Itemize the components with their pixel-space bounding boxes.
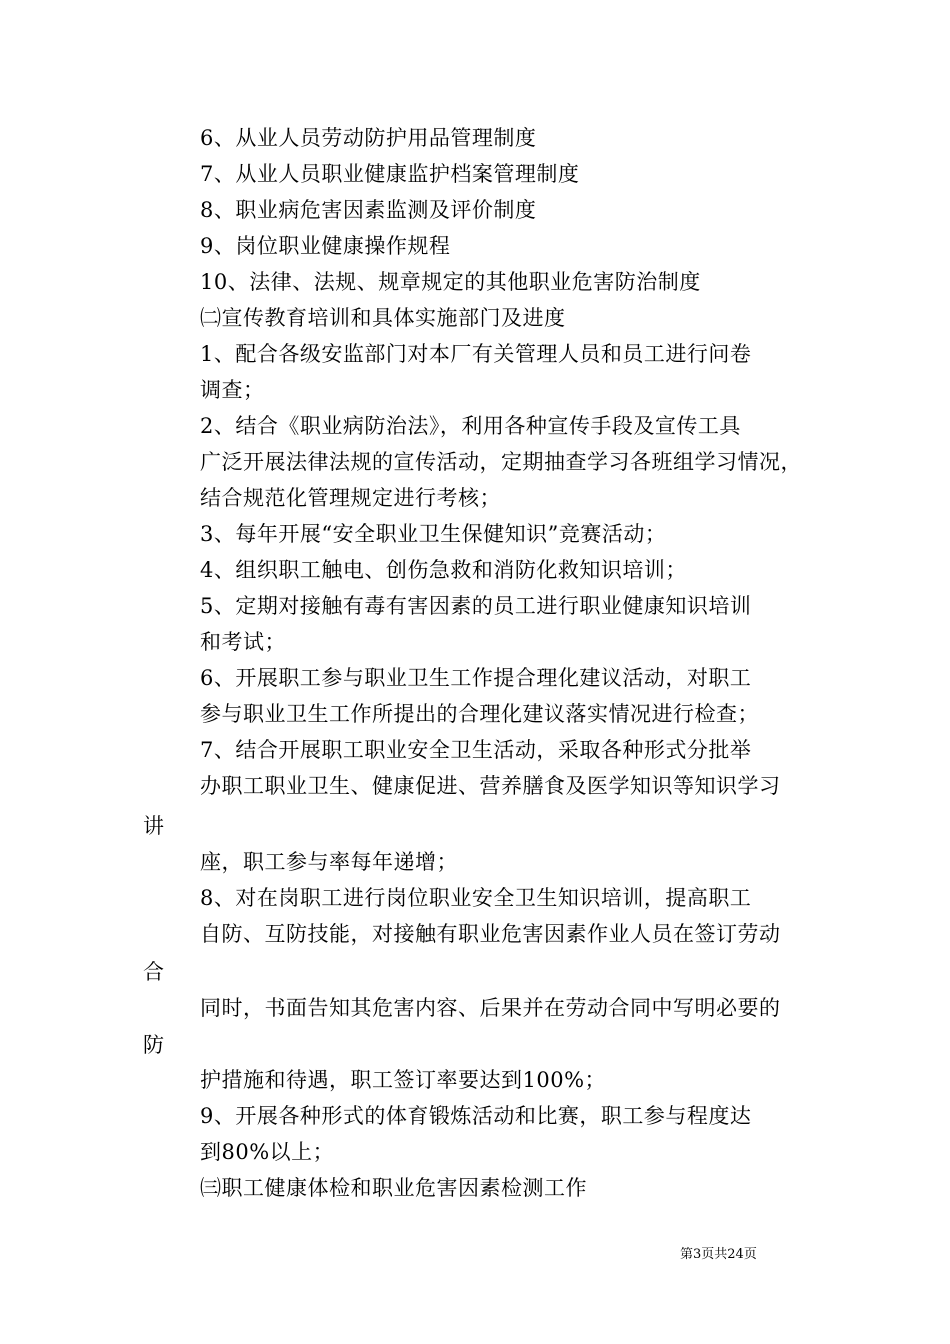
text-line-22: 8、对在岗职工进行岗位职业安全卫生知识培训，提高职工 [200,886,752,910]
section-heading-2: ㈡宣传教育培训和具体实施部门及进度 [200,306,566,330]
text-line-28: 9、开展各种形式的体育锻炼活动和比赛，职工参与程度达 [200,1104,752,1128]
text-line-20: 讲 [143,814,165,838]
text-line-3: 8、职业病危害因素监测及评价制度 [200,198,537,222]
text-line-2: 7、从业人员职业健康监护档案管理制度 [200,162,580,186]
text-line-17: 参与职业卫生工作所提出的合理化建议落实情况进行检查； [200,702,759,726]
text-line-11: 结合规范化管理规定进行考核； [200,486,501,510]
text-line-9: 2、结合《职业病防治法》，利用各种宣传手段及宣传工具 [200,414,741,438]
text-line-27: 护措施和待遇，职工签订率要达到100%； [200,1068,607,1092]
text-line-16: 6、开展职工参与职业卫生工作提合理化建议活动，对职工 [200,666,752,690]
text-line-14: 5、定期对接触有毒有害因素的员工进行职业健康知识培训 [200,594,752,618]
section-heading-3: ㈢职工健康体检和职业危害因素检测工作 [200,1176,587,1200]
text-line-15: 和考试； [200,630,286,654]
text-line-1: 6、从业人员劳动防护用品管理制度 [200,126,537,150]
text-line-24: 合 [143,960,165,984]
text-line-21: 座，职工参与率每年递增； [200,850,458,874]
text-line-26: 防 [143,1033,165,1057]
text-line-18: 7、结合开展职工职业安全卫生活动，采取各种形式分批举 [200,738,752,762]
text-line-13: 4、组织职工触电、创伤急救和消防化救知识培训； [200,558,687,582]
text-line-10: 广泛开展法律法规的宣传活动，定期抽查学习各班组学习情况， [200,450,802,474]
text-line-29: 到80%以上； [200,1140,335,1164]
text-line-25: 同时，书面告知其危害内容、后果并在劳动合同中写明必要的 [200,996,781,1020]
text-line-4: 9、岗位职业健康操作规程 [200,234,451,258]
text-line-7: 1、配合各级安监部门对本厂有关管理人员和员工进行问卷 [200,342,752,366]
page-number: 第3页共24页 [680,1247,757,1262]
text-line-8: 调查； [200,378,265,402]
text-line-23: 自防、互防技能，对接触有职业危害因素作业人员在签订劳动 [200,922,781,946]
text-line-5: 10、法律、法规、规章规定的其他职业危害防治制度 [200,270,701,294]
text-line-12: 3、每年开展“安全职业卫生保健知识”竞赛活动； [200,522,667,546]
text-line-19: 办职工职业卫生、健康促进、营养膳食及医学知识等知识学习 [200,774,781,798]
